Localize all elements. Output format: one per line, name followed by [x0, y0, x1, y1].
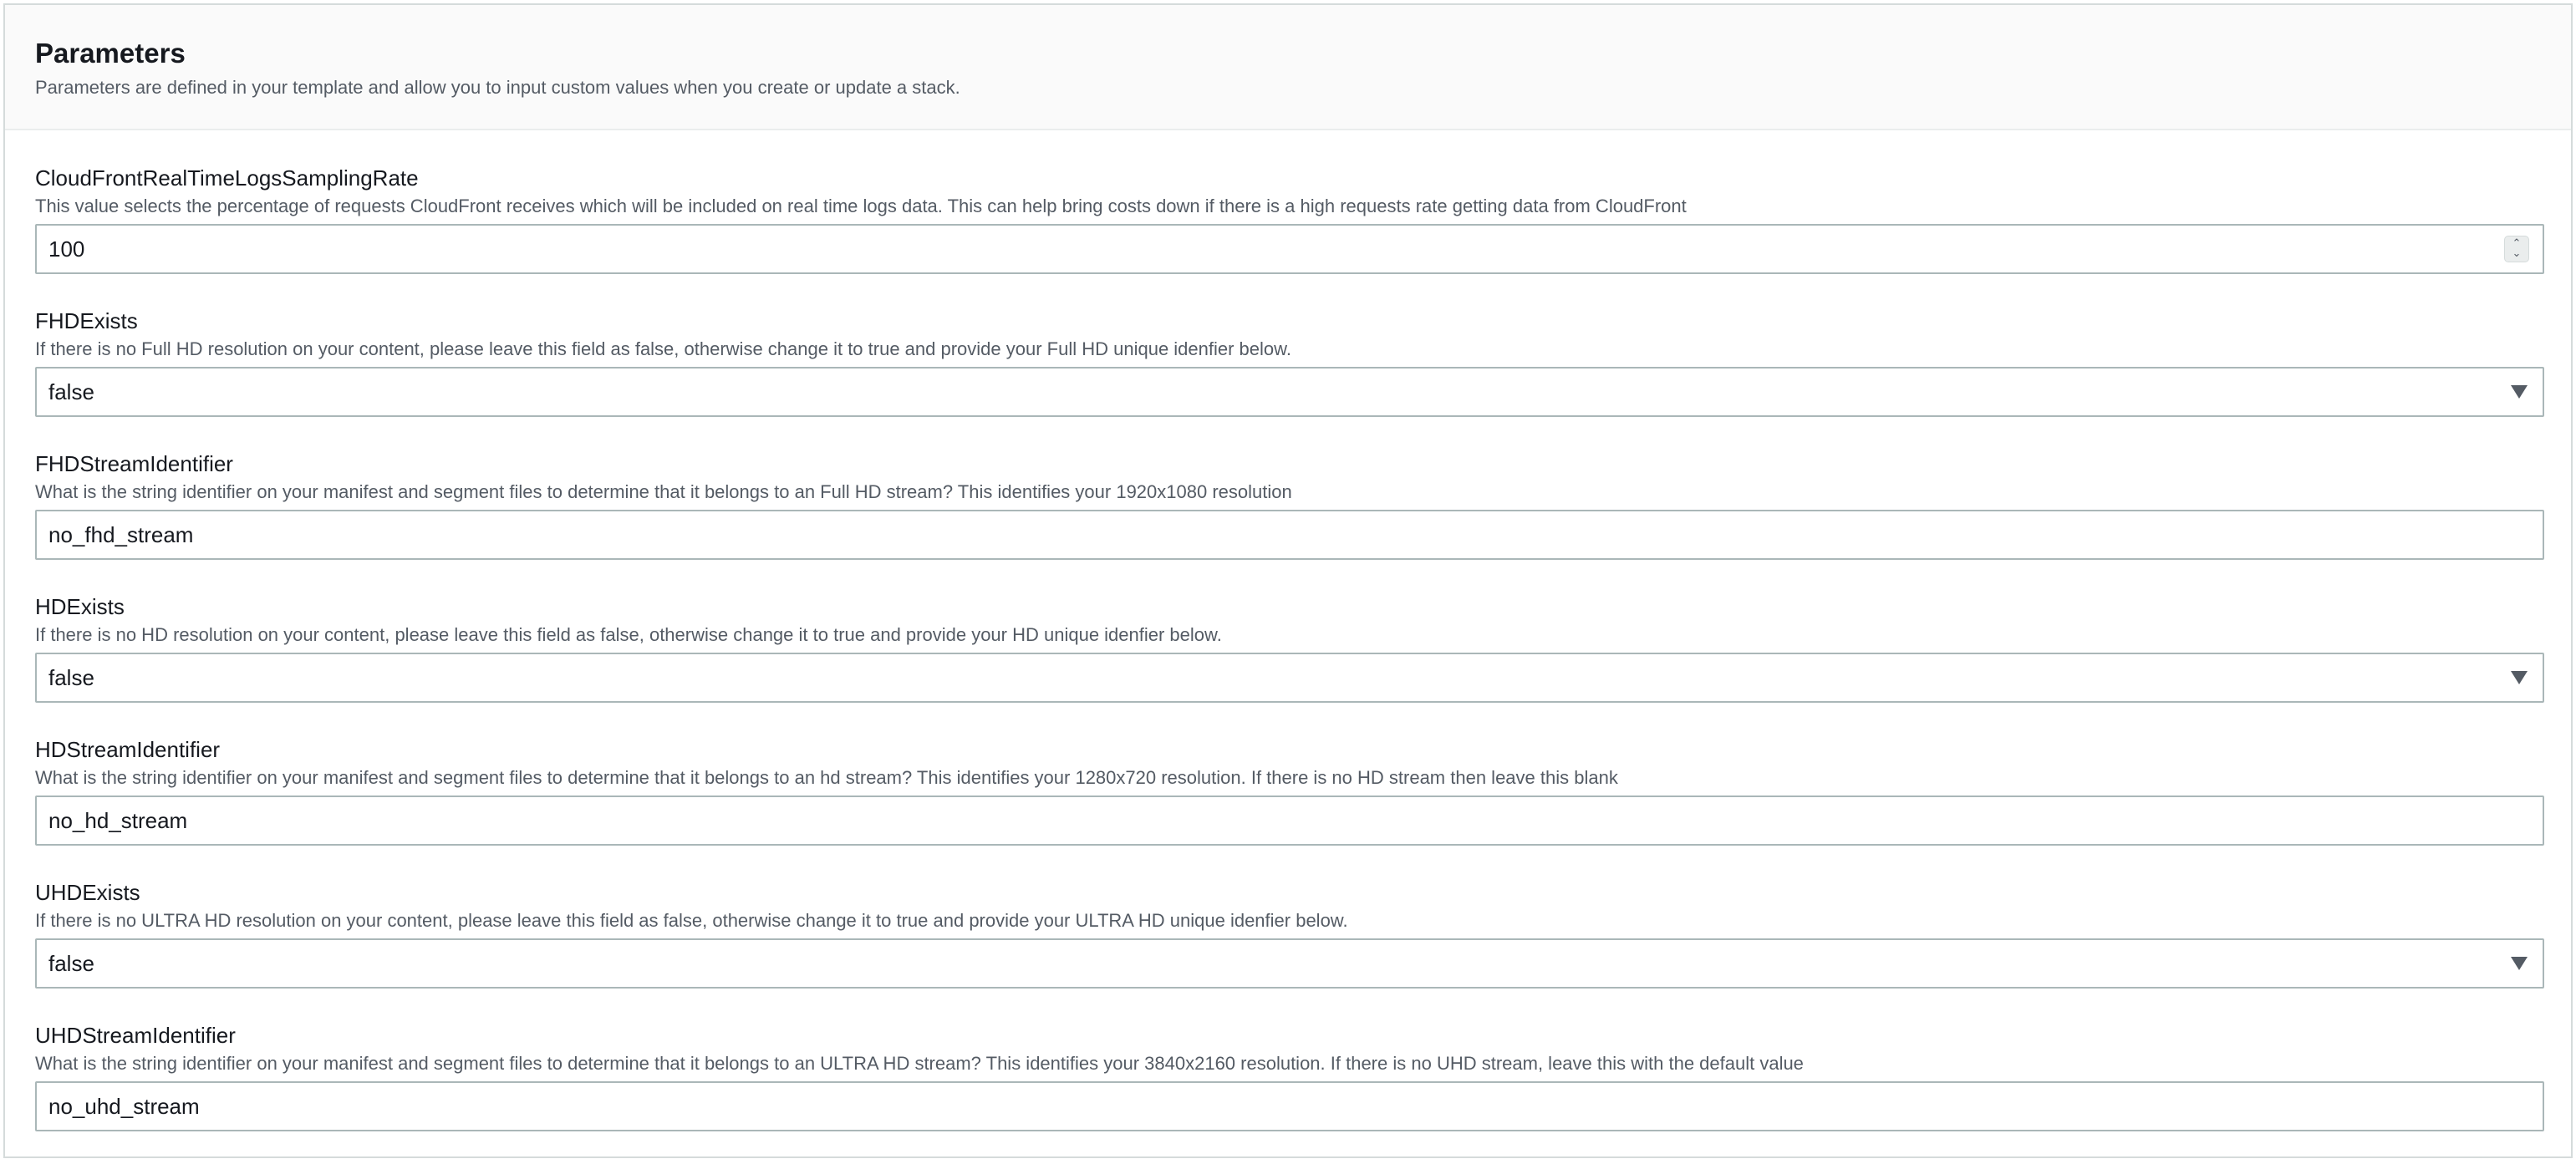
- param-description: What is the string identifier on your manifest and segment files to determine that it belongs to an Full HD stream? This identifies your 1920x1080 resolution: [35, 481, 1292, 502]
- param-hd-stream-identifier: [35, 735, 2541, 878]
- select-value: false: [48, 664, 94, 690]
- field-value: no_fhd_stream: [48, 521, 194, 547]
- page-description: Parameters are defined in your template and allow you to input custom values when you create or update a stack.: [35, 77, 960, 98]
- hd-exists-select[interactable]: [35, 653, 2544, 703]
- param-description: This value selects the percentage of requests CloudFront receives which will be included on real time logs data. This can help bring costs down if there is a high requests rate getting data from CloudFront: [35, 196, 1687, 216]
- stepper-icon[interactable]: [2504, 236, 2529, 262]
- stepper-down-icon[interactable]: ⌄: [2512, 247, 2522, 260]
- panel-header: [5, 5, 2571, 130]
- stepper-up-icon[interactable]: ⌃: [2512, 237, 2522, 250]
- param-description: If there is no HD resolution on your content, please leave this field as false, otherwise change it to true and provide your HD unique idenfier below.: [35, 624, 1222, 645]
- param-hd-exists: [35, 592, 2541, 735]
- param-label: FHDExists: [35, 308, 138, 333]
- parameters-list: [5, 130, 2571, 1164]
- param-description: If there is no ULTRA HD resolution on your content, please leave this field as false, otherwise change it to true and provide your ULTRA HD unique idenfier below.: [35, 910, 1348, 931]
- caret-down-icon: [2511, 385, 2528, 399]
- param-fhd-stream-identifier: [35, 450, 2541, 592]
- select-value: false: [48, 379, 94, 404]
- param-label: FHDStreamIdentifier: [35, 451, 233, 476]
- param-description: What is the string identifier on your manifest and segment files to determine that it belongs to an hd stream? This identifies your 1280x720 resolution. If there is no HD stream then leave this blank: [35, 767, 1618, 788]
- param-label: HDExists: [35, 594, 125, 619]
- fhd-exists-select[interactable]: [35, 367, 2544, 417]
- page-title: Parameters: [35, 38, 186, 69]
- param-fhd-exists: [35, 307, 2541, 450]
- select-value: false: [48, 950, 94, 976]
- param-label: UHDStreamIdentifier: [35, 1023, 236, 1048]
- parameters-panel: [3, 3, 2573, 1158]
- hd-stream-identifier-input[interactable]: [35, 795, 2544, 846]
- param-label: UHDExists: [35, 880, 140, 905]
- field-value: no_hd_stream: [48, 807, 188, 833]
- param-uhd-exists: [35, 878, 2541, 1021]
- fhd-stream-identifier-input[interactable]: [35, 510, 2544, 560]
- param-cloudfront-sampling-rate: [35, 164, 2541, 307]
- sampling-rate-input[interactable]: [35, 224, 2544, 274]
- param-uhd-stream-identifier: [35, 1021, 2541, 1164]
- caret-down-icon: [2511, 957, 2528, 970]
- uhd-exists-select[interactable]: [35, 938, 2544, 989]
- param-description: If there is no Full HD resolution on your content, please leave this field as false, otherwise change it to true and provide your Full HD unique idenfier below.: [35, 338, 1291, 359]
- param-description: What is the string identifier on your manifest and segment files to determine that it belongs to an ULTRA HD stream? This identifies your 3840x2160 resolution. If there is no UHD stream, leave this with the default value: [35, 1053, 1804, 1074]
- field-value: no_uhd_stream: [48, 1093, 200, 1119]
- uhd-stream-identifier-input[interactable]: [35, 1081, 2544, 1131]
- param-label: HDStreamIdentifier: [35, 737, 221, 762]
- param-label: CloudFrontRealTimeLogsSamplingRate: [35, 165, 419, 191]
- caret-down-icon: [2511, 671, 2528, 684]
- field-value: 100: [48, 236, 85, 262]
